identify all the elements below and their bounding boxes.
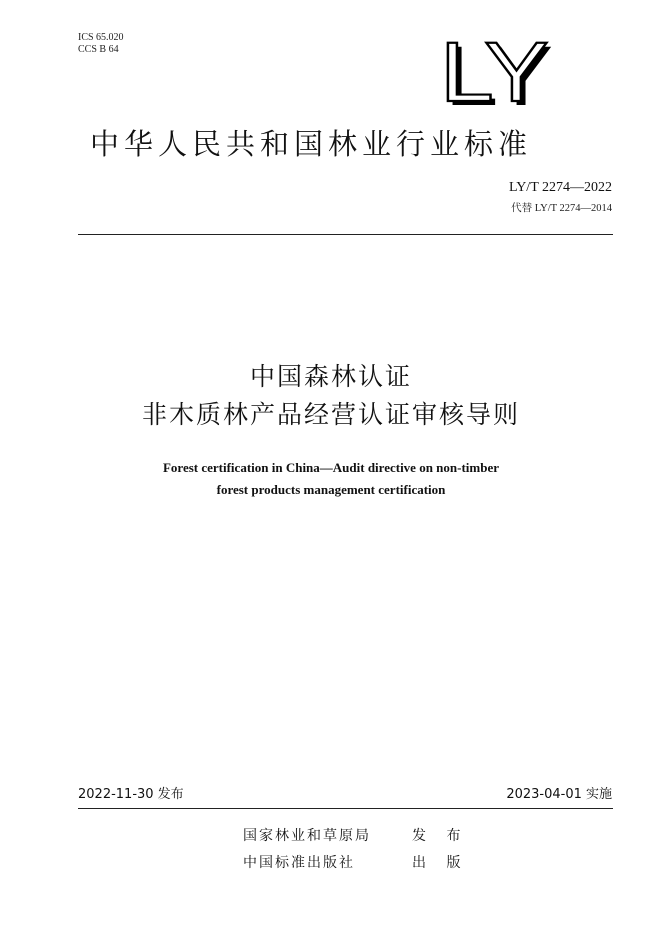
english-title-line-2: forest products management certification: [216, 482, 446, 497]
standard-number: LY/T 2274—2022: [509, 180, 612, 195]
press-name: 中国标准出版社: [243, 855, 355, 871]
english-title-line-1: Forest certification in China—Audit directive on non-timber: [162, 460, 500, 475]
ics-code: ICS 65.020: [78, 32, 124, 43]
implementation-date: 2023-04-01 实施: [506, 787, 612, 802]
publisher-action: 发 布: [412, 828, 469, 844]
top-divider: [78, 234, 613, 235]
classification-codes: [78, 32, 124, 56]
ly-logo: LY: [440, 25, 547, 119]
press-action: 出 版: [412, 855, 469, 871]
industry-standard-title: 中华人民共和国林业行业标准: [90, 127, 533, 161]
chinese-title-line-2: 非木质林产品经营认证审核导则: [141, 400, 520, 429]
ccs-code: CCS B 64: [78, 44, 119, 55]
bottom-divider: [78, 808, 613, 809]
release-date: 2022-11-30 发布: [78, 787, 184, 802]
replaces-standard: 代替 LY/T 2274—2014: [511, 203, 612, 214]
publisher-name: 国家林业和草原局: [243, 828, 371, 844]
chinese-title-line-1: 中国森林认证: [249, 362, 412, 391]
